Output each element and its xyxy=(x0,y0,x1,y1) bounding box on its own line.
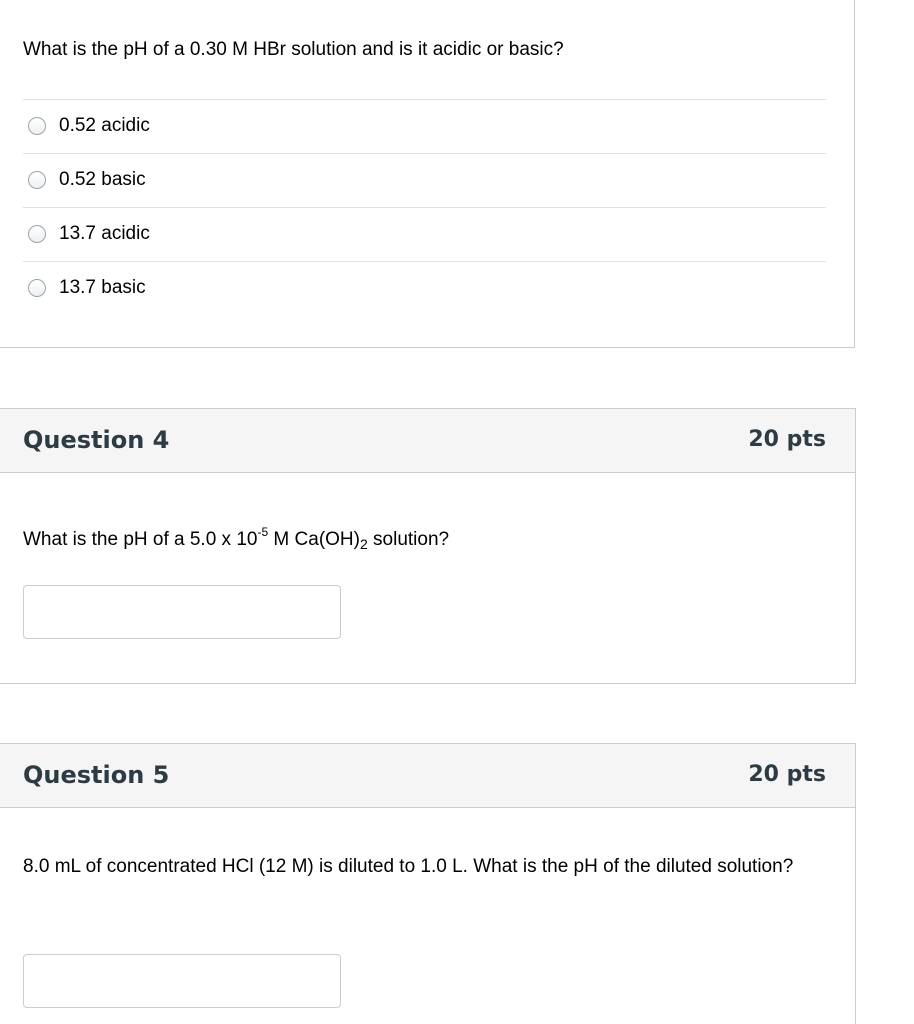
subscript: 2 xyxy=(359,536,368,552)
answer-label: 13.7 basic xyxy=(59,277,146,298)
answer-label: 0.52 basic xyxy=(59,169,146,190)
question-3-card xyxy=(0,0,855,348)
question-points: 20 pts xyxy=(748,762,826,787)
question-text-part: solution? xyxy=(367,529,450,550)
answer-label: 13.7 acidic xyxy=(59,223,150,244)
question-text-part: What is the pH of a 5.0 x 10 xyxy=(23,529,258,550)
question-5-card xyxy=(0,743,856,1024)
answer-option[interactable] xyxy=(23,207,826,261)
question-header xyxy=(0,744,855,808)
question-5-text: 8.0 mL of concentrated HCl (12 M) is diluted to 1.0 L. What is the pH of the diluted solution? xyxy=(23,856,794,877)
question-title: Question 4 xyxy=(23,426,170,454)
question-4-card xyxy=(0,408,856,684)
radio-button[interactable] xyxy=(28,117,46,135)
question-points: 20 pts xyxy=(748,427,826,452)
question-header xyxy=(0,409,855,473)
answer-label: 0.52 acidic xyxy=(59,115,150,136)
answer-options xyxy=(23,99,826,315)
radio-button[interactable] xyxy=(28,279,46,297)
answer-input[interactable] xyxy=(23,954,341,1008)
question-3-text: What is the pH of a 0.30 M HBr solution and is it acidic or basic? xyxy=(23,39,564,60)
answer-option[interactable] xyxy=(23,153,826,207)
exponent: -5 xyxy=(257,525,269,539)
radio-button[interactable] xyxy=(28,225,46,243)
question-title: Question 5 xyxy=(23,761,170,789)
answer-option[interactable] xyxy=(23,261,826,315)
answer-option[interactable] xyxy=(23,99,826,153)
question-text-part: M Ca(OH) xyxy=(268,529,360,550)
question-4-text xyxy=(23,515,813,561)
answer-input[interactable] xyxy=(23,585,341,639)
radio-button[interactable] xyxy=(28,171,46,189)
